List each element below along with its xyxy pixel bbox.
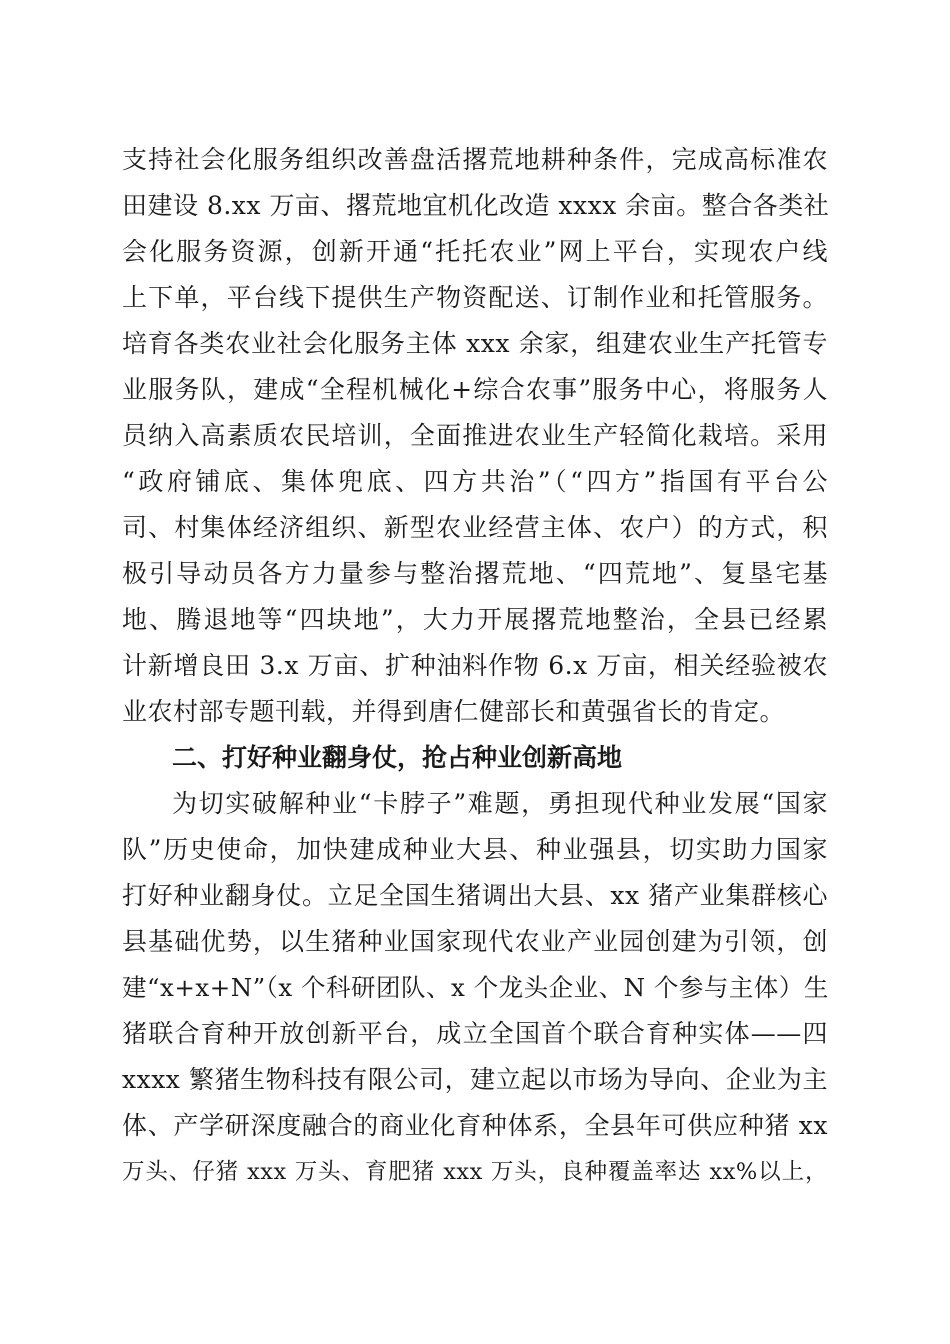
paragraph-1-line-9: 司、村集体经济组织、新型农业经营主体、农户）的方式，积 xyxy=(122,513,828,542)
paragraph-1-line-10: 极引导动员各方力量参与整治撂荒地、“四荒地”、复垦宅基 xyxy=(122,559,828,588)
paragraph-1-line-11: 地、腾退地等“四块地”，大力开展撂荒地整治，全县已经累 xyxy=(122,605,828,634)
paragraph-2-line-3: 打好种业翻身仗。立足全国生猪调出大县、xx 猪产业集群核心 xyxy=(122,881,828,910)
paragraph-1-line-8: “政府铺底、集体兜底、四方共治”（“四方”指国有平台公 xyxy=(122,467,828,496)
paragraph-2-line-5: 建“x+x+N”（x 个科研团队、x 个龙头企业、N 个参与主体）生 xyxy=(122,973,829,1002)
paragraph-1-line-6: 业服务队，建成“全程机械化+综合农事”服务中心，将服务人 xyxy=(122,375,828,404)
paragraph-1-line-3: 会化服务资源，创新开通“托托农业”网上平台，实现农户线 xyxy=(122,237,828,266)
paragraph-2-line-7: xxxx 繁猪生物科技有限公司，建立起以市场为导向、企业为主 xyxy=(122,1065,828,1094)
paragraph-1-line-2: 田建设 8.xx 万亩、撂荒地宜机化改造 xxxx 余亩。整合各类社 xyxy=(122,191,830,220)
paragraph-1-line-5: 培育各类农业社会化服务主体 xxx 余家，组建农业生产托管专 xyxy=(122,329,828,358)
section-heading: 二、打好种业翻身仗，抢占种业创新高地 xyxy=(172,743,623,772)
paragraph-2-line-9: 万头、仔猪 xxx 万头、育肥猪 xxx 万头，良种覆盖率达 xx%以上， xyxy=(122,1159,828,1185)
paragraph-1-line-4: 上下单，平台线下提供生产物资配送、订制作业和托管服务。 xyxy=(122,283,828,312)
paragraph-2-line-4: 县基础优势，以生猪种业国家现代农业产业园创建为引领，创 xyxy=(122,927,828,956)
paragraph-2-line-8: 体、产学研深度融合的商业化育种体系，全县年可供应种猪 xx xyxy=(122,1111,828,1140)
paragraph-1-line-1: 支持社会化服务组织改善盘活撂荒地耕种条件，完成高标准农 xyxy=(122,145,828,174)
paragraph-2-line-6: 猪联合育种开放创新平台，成立全国首个联合育种实体——四 xyxy=(122,1019,828,1048)
paragraph-1-line-13: 业农村部专题刊载，并得到唐仁健部长和黄强省长的肯定。 xyxy=(122,697,786,726)
paragraph-1-line-12: 计新增良田 3.x 万亩、扩种油料作物 6.x 万亩，相关经验被农 xyxy=(122,651,828,680)
paragraph-1-line-7: 员纳入高素质农民培训，全面推进农业生产轻简化栽培。采用 xyxy=(122,421,828,450)
paragraph-2-line-1: 为切实破解种业“卡脖子”难题，勇担现代种业发展“国家 xyxy=(172,789,828,818)
paragraph-2-line-2: 队”历史使命，加快建成种业大县、种业强县，切实助力国家 xyxy=(122,835,828,864)
